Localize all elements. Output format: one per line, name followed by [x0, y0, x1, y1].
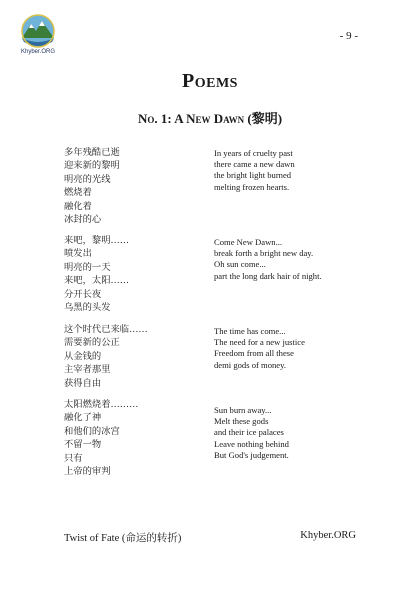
english-line: the bright light burned — [214, 170, 292, 181]
khyber-logo — [14, 12, 62, 58]
chinese-line: 获得自由 — [64, 378, 102, 389]
english-line: break forth a bright new day. — [214, 248, 314, 259]
english-line: Freedom from all these — [214, 348, 294, 359]
english-line: there came a new dawn — [214, 159, 295, 170]
chinese-line: 上帝的审判 — [64, 466, 111, 477]
chinese-line: 融化着 — [64, 201, 92, 212]
page-number: - 9 - — [339, 30, 358, 42]
chinese-line: 不留一物 — [64, 440, 102, 451]
stanza-1-chinese — [64, 147, 120, 227]
stanza-2-english — [214, 237, 322, 282]
english-line: The time has come... — [214, 326, 286, 336]
stanza-1-english — [214, 148, 295, 193]
chinese-line: 多年残酷已逝 — [64, 148, 120, 158]
page-title: Poems — [182, 70, 238, 92]
english-line: But God's judgement. — [214, 449, 289, 460]
logo-text: Khyber.ORG — [20, 49, 55, 55]
chinese-line: 这个时代已来临…… — [64, 325, 148, 335]
chinese-line: 明亮的光线 — [64, 174, 111, 185]
chinese-line: 分开长夜 — [64, 289, 102, 300]
chinese-line: 太阳燃烧着……… — [64, 400, 139, 410]
english-line: part the long dark hair of night. — [214, 270, 322, 281]
stanza-2-chinese — [64, 235, 129, 315]
chinese-line: 只有 — [64, 453, 83, 464]
english-line: demi gods of money. — [214, 359, 287, 370]
chinese-line: 主宰者那里 — [64, 365, 111, 376]
english-line: In years of cruelty past — [214, 148, 293, 158]
chinese-line: 喷发出 — [64, 249, 92, 260]
chinese-line: 来吧，黎明…… — [64, 236, 130, 246]
footer-site: Khyber.ORG — [300, 530, 356, 541]
english-line: melting frozen hearts. — [214, 181, 290, 192]
chinese-line: 明亮的一天 — [64, 262, 111, 273]
english-line: Sun burn away... — [214, 405, 272, 415]
english-line: Oh sun come... — [214, 259, 266, 270]
chinese-line: 从金钱的 — [64, 351, 102, 362]
chinese-line: 燃烧着 — [64, 188, 92, 199]
english-line: Leave nothing behind — [214, 438, 289, 449]
chinese-line: 冰封的心 — [64, 214, 102, 225]
stanza-3-english — [214, 326, 305, 371]
chinese-line: 需要新的公正 — [64, 338, 120, 349]
chinese-line: 和他们的冰宫 — [64, 426, 120, 437]
english-line: Come New Dawn... — [214, 237, 283, 247]
english-line: and their ice palaces — [214, 427, 284, 438]
poem-title: No. 1: A New Dawn (黎明) — [137, 111, 283, 126]
footer-book-title: Twist of Fate (命运的转折) — [64, 533, 182, 544]
stanza-3-chinese — [64, 324, 148, 391]
chinese-line: 来吧，太阳…… — [64, 276, 130, 287]
chinese-line: 乌黑的头发 — [64, 302, 111, 313]
chinese-line: 迎来新的黎明 — [64, 161, 120, 172]
mountain-globe-icon — [14, 12, 62, 50]
english-line: The need for a new justice — [214, 337, 305, 348]
english-line: Melt these gods — [214, 416, 269, 427]
stanza-4-chinese — [64, 399, 138, 479]
chinese-line: 融化了神 — [64, 413, 102, 424]
stanza-4-english — [214, 405, 289, 461]
